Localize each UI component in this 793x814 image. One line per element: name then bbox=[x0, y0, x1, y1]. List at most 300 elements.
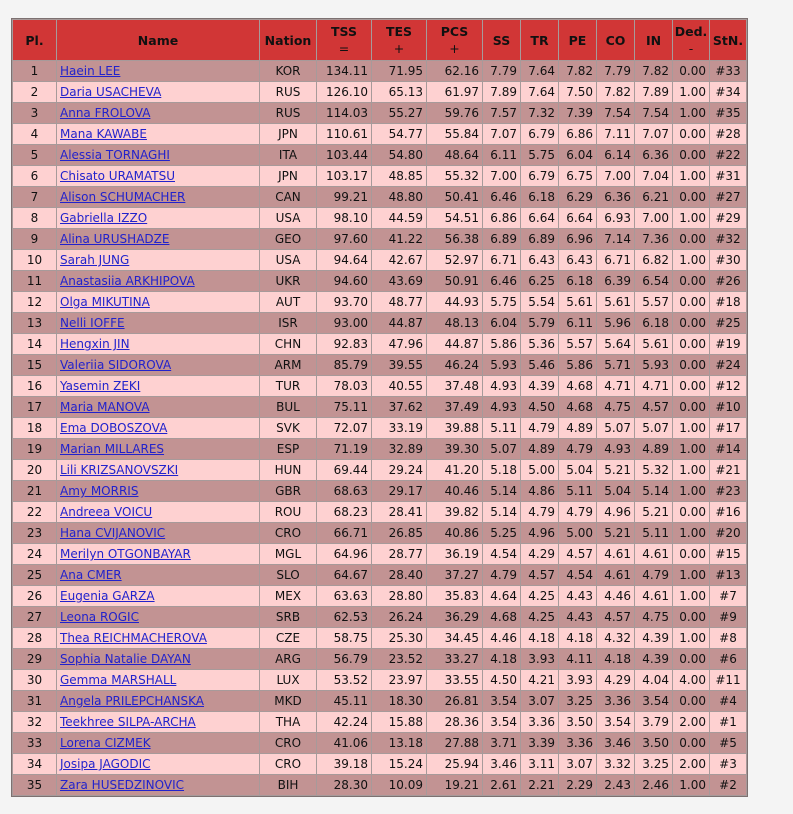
skater-name-link[interactable]: Eugenia GARZA bbox=[60, 589, 155, 603]
cell-name bbox=[57, 271, 259, 291]
cell-deductions: 0.00 bbox=[673, 544, 709, 564]
cell-deductions: 0.00 bbox=[673, 334, 709, 354]
skater-name-link[interactable]: Zara HUSEDZINOVIC bbox=[60, 778, 185, 792]
cell-tr: 3.93 bbox=[521, 649, 558, 669]
cell-tes: 54.77 bbox=[372, 124, 426, 144]
cell-pe: 4.89 bbox=[559, 418, 596, 438]
cell-place: 25 bbox=[13, 565, 56, 585]
skater-name-link[interactable]: Alessia TORNAGHI bbox=[60, 148, 170, 162]
cell-pe: 5.04 bbox=[559, 460, 596, 480]
cell-pcs: 36.29 bbox=[427, 607, 482, 627]
skater-name-link[interactable]: Thea REICHMACHEROVA bbox=[60, 631, 207, 645]
skater-name-link[interactable]: Anna FROLOVA bbox=[60, 106, 151, 120]
cell-place: 2 bbox=[13, 82, 56, 102]
skater-name-link[interactable]: Anastasiia ARKHIPOVA bbox=[60, 274, 195, 288]
cell-name bbox=[57, 397, 259, 417]
cell-tr: 7.64 bbox=[521, 82, 558, 102]
cell-nation: SLO bbox=[260, 565, 316, 585]
cell-in: 6.54 bbox=[635, 271, 672, 291]
skater-name-link[interactable]: Hana CVIJANOVIC bbox=[60, 526, 166, 540]
cell-name bbox=[57, 523, 259, 543]
table-row bbox=[13, 145, 746, 165]
cell-place: 27 bbox=[13, 607, 56, 627]
skater-name-link[interactable]: Valeriia SIDOROVA bbox=[60, 358, 172, 372]
column-header-label: SS bbox=[492, 32, 511, 48]
cell-tr: 4.25 bbox=[521, 607, 558, 627]
cell-pe: 3.93 bbox=[559, 670, 596, 690]
cell-tes: 54.80 bbox=[372, 145, 426, 165]
skater-name-link[interactable]: Sophia Natalie DAYAN bbox=[60, 652, 191, 666]
skater-name-link[interactable]: Daria USACHEVA bbox=[60, 85, 162, 99]
cell-pe: 4.68 bbox=[559, 397, 596, 417]
cell-tr: 5.00 bbox=[521, 460, 558, 480]
cell-ss: 4.50 bbox=[483, 670, 520, 690]
cell-deductions: 0.00 bbox=[673, 691, 709, 711]
cell-pe: 4.68 bbox=[559, 376, 596, 396]
cell-tr: 4.96 bbox=[521, 523, 558, 543]
cell-name bbox=[57, 376, 259, 396]
cell-pcs: 33.27 bbox=[427, 649, 482, 669]
cell-ss: 5.25 bbox=[483, 523, 520, 543]
table-row bbox=[13, 418, 746, 438]
cell-in: 3.79 bbox=[635, 712, 672, 732]
skater-name-link[interactable]: Gemma MARSHALL bbox=[60, 673, 177, 687]
cell-pcs: 50.91 bbox=[427, 271, 482, 291]
header-row bbox=[13, 20, 746, 60]
cell-pe: 3.36 bbox=[559, 733, 596, 753]
cell-tes: 15.88 bbox=[372, 712, 426, 732]
cell-deductions: 1.00 bbox=[673, 418, 709, 438]
cell-tes: 44.87 bbox=[372, 313, 426, 333]
table-row bbox=[13, 334, 746, 354]
cell-pcs: 37.49 bbox=[427, 397, 482, 417]
skater-name-link[interactable]: Merilyn OTGONBAYAR bbox=[60, 547, 191, 561]
cell-start-number: #28 bbox=[710, 124, 746, 144]
cell-in: 5.32 bbox=[635, 460, 672, 480]
column-header-label: PCS bbox=[440, 24, 469, 39]
cell-pe: 5.00 bbox=[559, 523, 596, 543]
cell-in: 4.61 bbox=[635, 544, 672, 564]
cell-tss: 99.21 bbox=[317, 187, 371, 207]
table-row bbox=[13, 397, 746, 417]
skater-name-link[interactable]: Ema DOBOSZOVA bbox=[60, 421, 168, 435]
cell-in: 5.11 bbox=[635, 523, 672, 543]
cell-deductions: 0.00 bbox=[673, 733, 709, 753]
cell-place: 3 bbox=[13, 103, 56, 123]
cell-tes: 71.95 bbox=[372, 61, 426, 81]
cell-tss: 42.24 bbox=[317, 712, 371, 732]
cell-in: 7.04 bbox=[635, 166, 672, 186]
cell-pcs: 37.48 bbox=[427, 376, 482, 396]
cell-name bbox=[57, 544, 259, 564]
cell-place: 6 bbox=[13, 166, 56, 186]
cell-co: 4.32 bbox=[597, 628, 634, 648]
cell-in: 7.36 bbox=[635, 229, 672, 249]
cell-tss: 75.11 bbox=[317, 397, 371, 417]
cell-nation: JPN bbox=[260, 166, 316, 186]
cell-tes: 10.09 bbox=[372, 775, 426, 795]
cell-deductions: 1.00 bbox=[673, 439, 709, 459]
cell-pcs: 44.93 bbox=[427, 292, 482, 312]
skater-name-link[interactable]: Leona ROGIC bbox=[60, 610, 139, 624]
results-body bbox=[13, 61, 746, 795]
cell-in: 4.04 bbox=[635, 670, 672, 690]
table-row bbox=[13, 271, 746, 291]
cell-pcs: 48.13 bbox=[427, 313, 482, 333]
cell-ss: 5.18 bbox=[483, 460, 520, 480]
cell-start-number: #20 bbox=[710, 523, 746, 543]
skater-name-link[interactable]: Lili KRIZSANOVSZKI bbox=[60, 463, 179, 477]
cell-pe: 6.86 bbox=[559, 124, 596, 144]
cell-name bbox=[57, 607, 259, 627]
column-header-deductions bbox=[673, 20, 709, 60]
cell-co: 6.14 bbox=[597, 145, 634, 165]
cell-co: 6.39 bbox=[597, 271, 634, 291]
column-header-label: PE bbox=[568, 32, 587, 48]
cell-in: 6.18 bbox=[635, 313, 672, 333]
cell-nation: CRO bbox=[260, 523, 316, 543]
cell-start-number: #13 bbox=[710, 565, 746, 585]
cell-ss: 7.79 bbox=[483, 61, 520, 81]
cell-nation: CZE bbox=[260, 628, 316, 648]
cell-ss: 4.93 bbox=[483, 376, 520, 396]
cell-nation: SVK bbox=[260, 418, 316, 438]
cell-pcs: 33.55 bbox=[427, 670, 482, 690]
column-header-label: TSS bbox=[331, 24, 357, 39]
cell-name bbox=[57, 733, 259, 753]
cell-place: 24 bbox=[13, 544, 56, 564]
cell-tr: 5.46 bbox=[521, 355, 558, 375]
cell-nation: MKD bbox=[260, 691, 316, 711]
cell-name bbox=[57, 754, 259, 774]
cell-nation: MEX bbox=[260, 586, 316, 606]
cell-pe: 5.61 bbox=[559, 292, 596, 312]
table-row bbox=[13, 649, 746, 669]
cell-name bbox=[57, 124, 259, 144]
cell-tes: 48.80 bbox=[372, 187, 426, 207]
cell-tss: 53.52 bbox=[317, 670, 371, 690]
cell-pcs: 37.27 bbox=[427, 565, 482, 585]
cell-in: 3.50 bbox=[635, 733, 672, 753]
cell-start-number: #9 bbox=[710, 607, 746, 627]
column-header-tss bbox=[317, 20, 371, 60]
cell-ss: 6.46 bbox=[483, 187, 520, 207]
cell-name bbox=[57, 691, 259, 711]
cell-pcs: 36.19 bbox=[427, 544, 482, 564]
cell-start-number: #8 bbox=[710, 628, 746, 648]
skater-name-link[interactable]: Yasemin ZEKI bbox=[60, 379, 141, 393]
cell-tes: 65.13 bbox=[372, 82, 426, 102]
cell-pe: 6.75 bbox=[559, 166, 596, 186]
cell-start-number: #21 bbox=[710, 460, 746, 480]
cell-tss: 45.11 bbox=[317, 691, 371, 711]
cell-tes: 48.77 bbox=[372, 292, 426, 312]
cell-nation: ROU bbox=[260, 502, 316, 522]
column-header-label: TR bbox=[530, 32, 549, 48]
cell-place: 31 bbox=[13, 691, 56, 711]
cell-co: 7.54 bbox=[597, 103, 634, 123]
cell-name bbox=[57, 628, 259, 648]
cell-start-number: #15 bbox=[710, 544, 746, 564]
cell-deductions: 1.00 bbox=[673, 208, 709, 228]
cell-place: 12 bbox=[13, 292, 56, 312]
cell-ss: 7.57 bbox=[483, 103, 520, 123]
cell-place: 22 bbox=[13, 502, 56, 522]
cell-pe: 6.04 bbox=[559, 145, 596, 165]
cell-tr: 4.86 bbox=[521, 481, 558, 501]
skater-name-link[interactable]: Gabriella IZZO bbox=[60, 211, 148, 225]
cell-deductions: 0.00 bbox=[673, 355, 709, 375]
cell-ss: 2.61 bbox=[483, 775, 520, 795]
cell-tes: 23.52 bbox=[372, 649, 426, 669]
cell-in: 2.46 bbox=[635, 775, 672, 795]
cell-nation: ISR bbox=[260, 313, 316, 333]
table-row bbox=[13, 502, 746, 522]
column-header-operator: = bbox=[338, 41, 350, 56]
cell-pe: 4.43 bbox=[559, 607, 596, 627]
column-header-pe bbox=[559, 20, 596, 60]
skater-name-link[interactable]: Marian MILLARES bbox=[60, 442, 165, 456]
cell-nation: ARG bbox=[260, 649, 316, 669]
skater-name-link[interactable]: Hengxin JIN bbox=[60, 337, 130, 351]
cell-co: 4.93 bbox=[597, 439, 634, 459]
cell-in: 4.79 bbox=[635, 565, 672, 585]
skater-name-link[interactable]: Chisato URAMATSU bbox=[60, 169, 175, 183]
cell-nation: ARM bbox=[260, 355, 316, 375]
column-header-pcs bbox=[427, 20, 482, 60]
skater-name-link[interactable]: Maria MANOVA bbox=[60, 400, 150, 414]
cell-start-number: #35 bbox=[710, 103, 746, 123]
column-header-label: Ded. bbox=[674, 24, 708, 39]
cell-name bbox=[57, 313, 259, 333]
results-table bbox=[11, 18, 748, 797]
cell-deductions: 0.00 bbox=[673, 376, 709, 396]
cell-place: 13 bbox=[13, 313, 56, 333]
cell-deductions: 1.00 bbox=[673, 166, 709, 186]
cell-co: 4.46 bbox=[597, 586, 634, 606]
cell-ss: 6.04 bbox=[483, 313, 520, 333]
cell-co: 4.96 bbox=[597, 502, 634, 522]
cell-pe: 6.96 bbox=[559, 229, 596, 249]
cell-tss: 94.60 bbox=[317, 271, 371, 291]
cell-pe: 7.82 bbox=[559, 61, 596, 81]
cell-ss: 5.14 bbox=[483, 481, 520, 501]
cell-tes: 42.67 bbox=[372, 250, 426, 270]
cell-tr: 4.18 bbox=[521, 628, 558, 648]
skater-name-link[interactable]: Josipa JAGODIC bbox=[60, 757, 151, 771]
cell-tss: 78.03 bbox=[317, 376, 371, 396]
cell-ss: 6.89 bbox=[483, 229, 520, 249]
cell-tes: 28.80 bbox=[372, 586, 426, 606]
cell-name bbox=[57, 712, 259, 732]
cell-pcs: 27.88 bbox=[427, 733, 482, 753]
cell-place: 35 bbox=[13, 775, 56, 795]
cell-start-number: #26 bbox=[710, 271, 746, 291]
cell-ss: 5.14 bbox=[483, 502, 520, 522]
cell-ss: 6.71 bbox=[483, 250, 520, 270]
cell-co: 5.64 bbox=[597, 334, 634, 354]
cell-nation: AUT bbox=[260, 292, 316, 312]
table-row bbox=[13, 691, 746, 711]
cell-tr: 6.89 bbox=[521, 229, 558, 249]
table-row bbox=[13, 754, 746, 774]
cell-pe: 5.86 bbox=[559, 355, 596, 375]
skater-name-link[interactable]: Teekhree SILPA-ARCHA bbox=[60, 715, 196, 729]
table-row bbox=[13, 460, 746, 480]
cell-tr: 6.43 bbox=[521, 250, 558, 270]
cell-pcs: 39.82 bbox=[427, 502, 482, 522]
cell-tss: 63.63 bbox=[317, 586, 371, 606]
cell-pcs: 59.76 bbox=[427, 103, 482, 123]
skater-name-link[interactable]: Ana CMER bbox=[60, 568, 122, 582]
skater-name-link[interactable]: Mana KAWABE bbox=[60, 127, 147, 141]
cell-pe: 5.11 bbox=[559, 481, 596, 501]
cell-in: 3.54 bbox=[635, 691, 672, 711]
cell-nation: JPN bbox=[260, 124, 316, 144]
cell-tr: 3.36 bbox=[521, 712, 558, 732]
cell-tss: 126.10 bbox=[317, 82, 371, 102]
cell-nation: ITA bbox=[260, 145, 316, 165]
cell-tes: 33.19 bbox=[372, 418, 426, 438]
cell-in: 3.25 bbox=[635, 754, 672, 774]
cell-tss: 72.07 bbox=[317, 418, 371, 438]
table-row bbox=[13, 607, 746, 627]
cell-start-number: #18 bbox=[710, 292, 746, 312]
cell-tes: 39.55 bbox=[372, 355, 426, 375]
cell-name bbox=[57, 145, 259, 165]
cell-pe: 4.43 bbox=[559, 586, 596, 606]
skater-name-link[interactable]: Amy MORRIS bbox=[60, 484, 139, 498]
table-row bbox=[13, 586, 746, 606]
cell-nation: GEO bbox=[260, 229, 316, 249]
cell-tss: 64.67 bbox=[317, 565, 371, 585]
cell-in: 4.89 bbox=[635, 439, 672, 459]
cell-deductions: 0.00 bbox=[673, 397, 709, 417]
cell-tr: 4.21 bbox=[521, 670, 558, 690]
cell-place: 32 bbox=[13, 712, 56, 732]
cell-name bbox=[57, 334, 259, 354]
table-row bbox=[13, 250, 746, 270]
skater-name-link[interactable]: Olga MIKUTINA bbox=[60, 295, 150, 309]
column-header-operator: + bbox=[449, 41, 460, 56]
cell-start-number: #10 bbox=[710, 397, 746, 417]
column-header-label: TES bbox=[385, 24, 413, 39]
cell-pe: 5.57 bbox=[559, 334, 596, 354]
cell-tss: 41.06 bbox=[317, 733, 371, 753]
cell-nation: BUL bbox=[260, 397, 316, 417]
column-header-label: Pl. bbox=[25, 32, 44, 48]
skater-name-link[interactable]: Lorena CIZMEK bbox=[60, 736, 151, 750]
cell-pe: 3.07 bbox=[559, 754, 596, 774]
cell-co: 5.21 bbox=[597, 523, 634, 543]
cell-pcs: 62.16 bbox=[427, 61, 482, 81]
cell-pe: 6.18 bbox=[559, 271, 596, 291]
cell-pcs: 55.32 bbox=[427, 166, 482, 186]
cell-in: 4.57 bbox=[635, 397, 672, 417]
cell-tss: 66.71 bbox=[317, 523, 371, 543]
cell-nation: CHN bbox=[260, 334, 316, 354]
cell-name bbox=[57, 481, 259, 501]
cell-tr: 5.54 bbox=[521, 292, 558, 312]
column-header-label: Nation bbox=[264, 32, 312, 48]
cell-deductions: 0.00 bbox=[673, 292, 709, 312]
cell-in: 4.39 bbox=[635, 649, 672, 669]
skater-name-link[interactable]: Haein LEE bbox=[60, 64, 121, 78]
table-row bbox=[13, 292, 746, 312]
cell-ss: 3.54 bbox=[483, 712, 520, 732]
cell-place: 19 bbox=[13, 439, 56, 459]
table-row bbox=[13, 628, 746, 648]
cell-deductions: 0.00 bbox=[673, 145, 709, 165]
cell-tes: 29.24 bbox=[372, 460, 426, 480]
cell-tes: 15.24 bbox=[372, 754, 426, 774]
cell-pcs: 25.94 bbox=[427, 754, 482, 774]
cell-name bbox=[57, 250, 259, 270]
cell-tss: 39.18 bbox=[317, 754, 371, 774]
cell-tr: 3.07 bbox=[521, 691, 558, 711]
cell-in: 4.39 bbox=[635, 628, 672, 648]
cell-tes: 43.69 bbox=[372, 271, 426, 291]
cell-tss: 103.17 bbox=[317, 166, 371, 186]
cell-pe: 4.57 bbox=[559, 544, 596, 564]
cell-tes: 29.17 bbox=[372, 481, 426, 501]
table-row bbox=[13, 733, 746, 753]
cell-name bbox=[57, 460, 259, 480]
cell-tr: 5.36 bbox=[521, 334, 558, 354]
cell-nation: USA bbox=[260, 250, 316, 270]
skater-name-link[interactable]: Andreea VOICU bbox=[60, 505, 153, 519]
cell-co: 6.36 bbox=[597, 187, 634, 207]
cell-in: 7.54 bbox=[635, 103, 672, 123]
column-header-tr bbox=[521, 20, 558, 60]
table-row bbox=[13, 103, 746, 123]
cell-ss: 5.11 bbox=[483, 418, 520, 438]
cell-pcs: 56.38 bbox=[427, 229, 482, 249]
cell-start-number: #29 bbox=[710, 208, 746, 228]
cell-pcs: 46.24 bbox=[427, 355, 482, 375]
cell-pcs: 50.41 bbox=[427, 187, 482, 207]
cell-tss: 134.11 bbox=[317, 61, 371, 81]
cell-co: 4.61 bbox=[597, 565, 634, 585]
cell-name bbox=[57, 166, 259, 186]
cell-tss: 58.75 bbox=[317, 628, 371, 648]
cell-in: 4.75 bbox=[635, 607, 672, 627]
column-header-co bbox=[597, 20, 634, 60]
cell-pcs: 55.84 bbox=[427, 124, 482, 144]
cell-co: 2.43 bbox=[597, 775, 634, 795]
cell-co: 3.32 bbox=[597, 754, 634, 774]
cell-name bbox=[57, 82, 259, 102]
cell-tss: 93.70 bbox=[317, 292, 371, 312]
skater-name-link[interactable]: Sarah JUNG bbox=[60, 253, 130, 267]
cell-place: 11 bbox=[13, 271, 56, 291]
cell-in: 5.14 bbox=[635, 481, 672, 501]
cell-co: 7.79 bbox=[597, 61, 634, 81]
cell-tr: 6.25 bbox=[521, 271, 558, 291]
cell-co: 4.18 bbox=[597, 649, 634, 669]
cell-start-number: #11 bbox=[710, 670, 746, 690]
cell-pcs: 34.45 bbox=[427, 628, 482, 648]
cell-ss: 4.64 bbox=[483, 586, 520, 606]
skater-name-link[interactable]: Nelli IOFFE bbox=[60, 316, 125, 330]
cell-tes: 40.55 bbox=[372, 376, 426, 396]
skater-name-link[interactable]: Alison SCHUMACHER bbox=[60, 190, 186, 204]
cell-tss: 62.53 bbox=[317, 607, 371, 627]
cell-start-number: #3 bbox=[710, 754, 746, 774]
skater-name-link[interactable]: Angela PRILEPCHANSKA bbox=[60, 694, 205, 708]
skater-name-link[interactable]: Alina URUSHADZE bbox=[60, 232, 170, 246]
cell-place: 5 bbox=[13, 145, 56, 165]
